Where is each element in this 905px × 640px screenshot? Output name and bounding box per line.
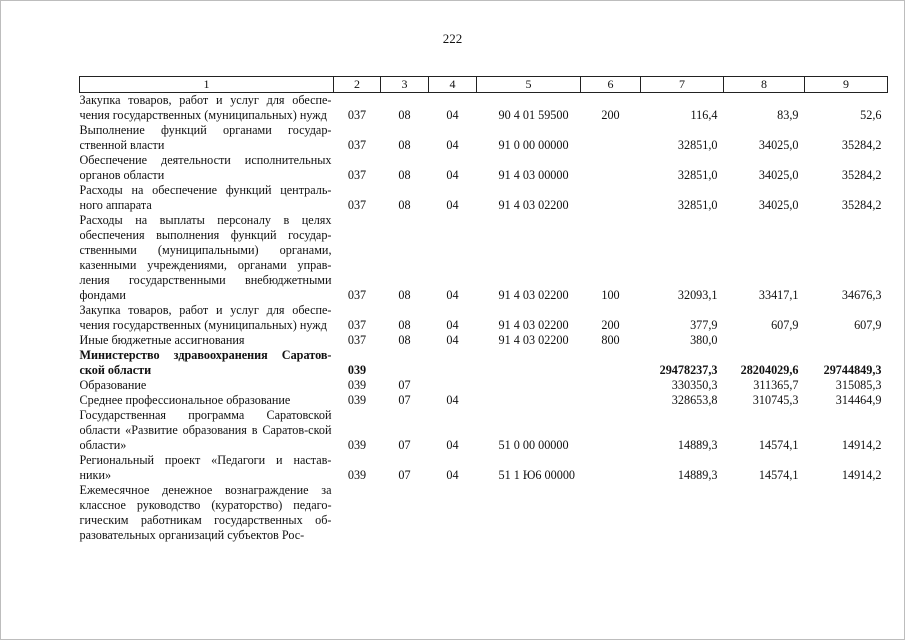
row-name: Обеспечение деятельности исполнительных органов области xyxy=(79,153,332,182)
row-ministry-code: 039 xyxy=(347,468,367,482)
row-ministry-code xyxy=(334,483,381,543)
row-expense-type xyxy=(581,378,641,393)
row-ministry-code: 037 xyxy=(347,288,367,302)
row-expense-type xyxy=(581,183,641,213)
row-ministry-code: 039 xyxy=(347,393,367,407)
row-ministry-code: 039 xyxy=(347,438,367,452)
row-section: 07 xyxy=(398,468,411,482)
table-row xyxy=(80,378,888,393)
row-target-article xyxy=(477,378,581,393)
row-amount-2: 311365,7 xyxy=(753,378,799,392)
column-header-4: 4 xyxy=(429,77,477,93)
row-ministry-code: 037 xyxy=(347,198,367,212)
row-section: 07 xyxy=(398,393,411,407)
row-expense-type xyxy=(581,453,641,483)
row-expense-type xyxy=(581,123,641,153)
row-amount-2: 607,9 xyxy=(771,318,799,332)
row-ministry-code: 037 xyxy=(347,138,367,152)
row-section: 08 xyxy=(398,288,411,302)
row-expense-type: 200 xyxy=(601,108,620,122)
row-name: Иные бюджетные ассигнования xyxy=(79,333,245,347)
row-ministry-code: 039 xyxy=(347,378,367,392)
row-expense-type: 200 xyxy=(601,318,620,332)
row-subsection xyxy=(429,378,477,393)
row-target-article: 51 1 Ю6 00000 xyxy=(498,468,576,482)
column-header-7: 7 xyxy=(641,77,724,93)
row-amount-2: 34025,0 xyxy=(758,198,799,212)
row-section xyxy=(381,483,429,543)
row-target-article xyxy=(477,348,581,378)
table-row xyxy=(80,348,888,378)
row-target-article: 91 4 03 02200 xyxy=(498,318,569,332)
row-name: Региональный проект «Педагоги и настав-ники» xyxy=(79,453,332,482)
row-ministry-code: 037 xyxy=(347,333,367,347)
row-amount-2: 33417,1 xyxy=(758,288,799,302)
table-row xyxy=(80,333,888,348)
table-row xyxy=(80,303,888,333)
row-section: 08 xyxy=(398,138,411,152)
row-amount-2: 14574,1 xyxy=(758,438,799,452)
table-row xyxy=(80,453,888,483)
column-header-1: 1 xyxy=(80,77,334,93)
row-amount-1: 14889,3 xyxy=(677,468,718,482)
row-section: 07 xyxy=(398,438,411,452)
row-amount-3 xyxy=(805,333,888,348)
table-header xyxy=(80,77,888,93)
row-amount-2: 28204029,6 xyxy=(740,363,799,377)
row-amount-2: 310745,3 xyxy=(752,393,799,407)
table-row xyxy=(80,393,888,408)
row-subsection: 04 xyxy=(446,108,459,122)
row-amount-1: 328653,8 xyxy=(671,393,718,407)
row-name: Государственная программа Саратовской области «Развитие образования в Саратов-ской области» xyxy=(79,408,332,452)
table-body xyxy=(80,93,888,544)
row-target-article xyxy=(477,483,581,543)
row-amount-3: 35284,2 xyxy=(841,138,882,152)
row-amount-3: 14914,2 xyxy=(841,468,882,482)
row-amount-1: 116,4 xyxy=(690,108,718,122)
row-name: Среднее профессиональное образование xyxy=(79,393,291,407)
row-name: Закупка товаров, работ и услуг для обеспе-чения государственных (муниципальных) нужд xyxy=(79,93,332,122)
row-amount-1: 32851,0 xyxy=(677,198,718,212)
row-section: 08 xyxy=(398,198,411,212)
row-amount-2: 34025,0 xyxy=(758,138,799,152)
row-ministry-code: 037 xyxy=(347,318,367,332)
column-header-3: 3 xyxy=(381,77,429,93)
page-number: 222 xyxy=(442,31,463,46)
row-amount-1 xyxy=(641,483,724,543)
row-section: 08 xyxy=(398,318,411,332)
row-target-article: 91 4 03 02200 xyxy=(498,198,569,212)
row-subsection: 04 xyxy=(446,168,459,182)
row-expense-type xyxy=(581,393,641,408)
row-subsection: 04 xyxy=(446,438,459,452)
column-number-row xyxy=(80,77,888,93)
row-subsection: 04 xyxy=(446,198,459,212)
column-header-2: 2 xyxy=(334,77,381,93)
table-row xyxy=(80,408,888,453)
row-target-article: 91 0 00 00000 xyxy=(498,138,569,152)
row-amount-3 xyxy=(805,483,888,543)
row-expense-type xyxy=(581,483,641,543)
row-amount-1: 377,9 xyxy=(690,318,718,332)
row-subsection: 04 xyxy=(446,288,459,302)
row-ministry-code: 037 xyxy=(347,108,367,122)
row-name: Выполнение функций органами государ-ственной власти xyxy=(79,123,332,152)
row-ministry-code: 037 xyxy=(347,168,367,182)
row-amount-1: 32851,0 xyxy=(677,138,718,152)
row-amount-2 xyxy=(724,333,805,348)
row-expense-type xyxy=(581,153,641,183)
row-expense-type xyxy=(581,348,641,378)
row-expense-type xyxy=(581,408,641,453)
row-target-article: 91 4 03 00000 xyxy=(498,168,569,182)
row-target-article: 90 4 01 59500 xyxy=(498,108,569,122)
table-row xyxy=(80,153,888,183)
row-amount-1: 32093,1 xyxy=(677,288,718,302)
row-amount-3: 315085,3 xyxy=(835,378,882,392)
row-subsection: 04 xyxy=(446,138,459,152)
row-section: 07 xyxy=(398,378,411,392)
row-section: 08 xyxy=(398,168,411,182)
table-row xyxy=(80,483,888,543)
row-amount-3: 52,6 xyxy=(860,108,882,122)
table-row xyxy=(80,93,888,124)
row-amount-2: 14574,1 xyxy=(758,468,799,482)
table-row xyxy=(80,213,888,303)
row-amount-1: 330350,3 xyxy=(671,378,718,392)
row-amount-3: 607,9 xyxy=(854,318,882,332)
row-target-article: 91 4 03 02200 xyxy=(498,288,569,302)
row-amount-3: 14914,2 xyxy=(841,438,882,452)
row-target-article: 91 4 03 02200 xyxy=(498,333,569,347)
row-amount-3: 35284,2 xyxy=(841,198,882,212)
row-name: Ежемесячное денежное вознаграждение за классное руководство (кураторство) педаго-гическим работникам государственных об-разовательных организаций субъектов Рос- xyxy=(79,483,332,542)
row-name: Закупка товаров, работ и услуг для обеспе-чения государственных (муниципальных) нужд xyxy=(79,303,332,332)
row-expense-type: 800 xyxy=(601,333,620,347)
table-row xyxy=(80,183,888,213)
row-amount-2: 34025,0 xyxy=(758,168,799,182)
row-expense-type: 100 xyxy=(601,288,620,302)
row-name: Министерство здравоохранения Саратов-ской области xyxy=(79,348,332,377)
row-target-article xyxy=(477,393,581,408)
row-amount-2 xyxy=(724,483,805,543)
row-subsection: 04 xyxy=(446,393,459,407)
row-amount-1: 32851,0 xyxy=(677,168,718,182)
row-amount-2: 83,9 xyxy=(777,108,799,122)
column-header-5: 5 xyxy=(477,77,581,93)
column-header-9: 9 xyxy=(805,77,888,93)
row-section: 08 xyxy=(398,108,411,122)
table-row xyxy=(80,123,888,153)
row-name: Расходы на выплаты персоналу в целях обеспечения выполнения функций государ-ственными (муниципальными) органами, казенными учреждениями, органами управ-ления государственными внебюджетными фондами xyxy=(79,213,332,302)
row-section: 08 xyxy=(398,333,411,347)
row-amount-3: 34676,3 xyxy=(841,288,882,302)
row-amount-3: 35284,2 xyxy=(841,168,882,182)
budget-table xyxy=(79,76,888,543)
column-header-8: 8 xyxy=(724,77,805,93)
row-section xyxy=(381,348,429,378)
row-subsection: 04 xyxy=(446,333,459,347)
row-name: Расходы на обеспечение функций централь-ного аппарата xyxy=(79,183,332,212)
row-amount-1: 14889,3 xyxy=(677,438,718,452)
row-name: Образование xyxy=(79,378,147,392)
row-subsection: 04 xyxy=(446,468,459,482)
row-subsection: 04 xyxy=(446,318,459,332)
row-subsection xyxy=(429,348,477,378)
row-amount-1: 380,0 xyxy=(690,333,718,347)
row-target-article: 51 0 00 00000 xyxy=(498,438,569,452)
row-amount-3: 314464,9 xyxy=(835,393,882,407)
column-header-6: 6 xyxy=(581,77,641,93)
row-subsection xyxy=(429,483,477,543)
row-amount-1: 29478237,3 xyxy=(659,363,718,377)
row-amount-3: 29744849,3 xyxy=(823,363,882,377)
row-ministry-code: 039 xyxy=(347,363,367,377)
